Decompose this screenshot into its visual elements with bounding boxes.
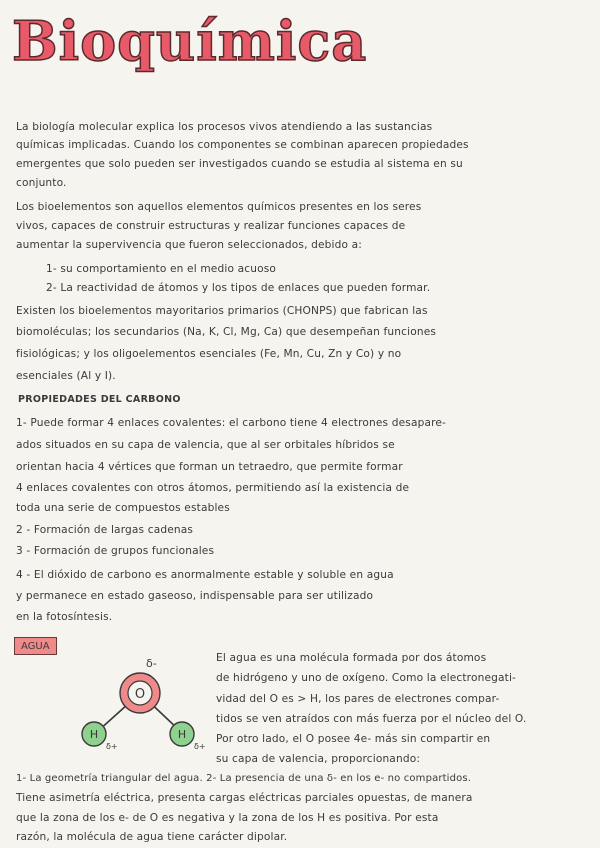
water-molecule-diagram <box>70 657 210 757</box>
bioelementos-line: esenciales (Al y I). <box>16 370 116 382</box>
bioelementos-line: biomoléculas; los secundarios (Na, K, Cl, Mg, Ca) que desempeñan funciones <box>16 326 437 338</box>
bioelementos-line: fisiológicas; y los oligoelementos esenciales (Fe, Mn, Cu, Zn y Co) y no <box>16 348 402 360</box>
agua-line: tidos se ven atraídos con más fuerza por el núcleo del O. <box>216 713 527 725</box>
carbono-line: orientan hacia 4 vértices que forman un tetraedro, que permite formar <box>16 461 403 473</box>
hydrogen-symbol-right: H <box>177 728 187 741</box>
final-line: 1- La geometría triangular del agua. 2- La presencia de una δ- en los e- no compartidos. <box>16 773 472 784</box>
carbono-line: toda una serie de compuestos estables <box>16 502 230 514</box>
intro-line: químicas implicadas. Cuando los componentes se combinan aparecen propiedades <box>16 139 469 151</box>
carbono-line: ados situados en su capa de valencia, que al ser orbitales híbridos se <box>16 439 395 451</box>
final-line: que la zona de los e- de O es negativa y la zona de los H es positiva. Por esta <box>16 812 439 824</box>
bioelementos-list-item: 1- su comportamiento en el medio acuoso <box>46 263 277 275</box>
oxygen-symbol: O <box>134 687 146 702</box>
page-title: Bioquímica <box>12 9 368 73</box>
delta-plus-label-left: δ+ <box>106 742 118 751</box>
hydrogen-symbol-left: H <box>89 728 99 741</box>
carbono-line: 1- Puede formar 4 enlaces covalentes: el carbono tiene 4 electrones desapare- <box>16 417 447 429</box>
bioelementos-line: Existen los bioelementos mayoritarios primarios (CHONPS) que fabrican las <box>16 305 428 317</box>
bioelementos-line: aumentar la supervivencia que fueron seleccionados, debido a: <box>16 239 363 251</box>
final-line: Tiene asimetría eléctrica, presenta cargas eléctricas parciales opuestas, de manera <box>16 792 473 804</box>
carbono-line: en la fotosíntesis. <box>16 611 113 623</box>
carbono-line: 4 enlaces covalentes con otros átomos, permitiendo así la existencia de <box>16 482 410 494</box>
intro-line: emergentes que solo pueden ser investigados cuando se estudia al sistema en su <box>16 158 463 170</box>
final-line: razón, la molécula de agua tiene carácter dipolar. <box>16 831 288 843</box>
intro-line: conjunto. <box>16 177 67 189</box>
carbono-line: y permanece en estado gaseoso, indispensable para ser utilizado <box>16 590 374 602</box>
delta-minus-label: δ- <box>146 657 157 670</box>
agua-line: vidad del O es > H, los pares de electrones compar- <box>216 693 500 705</box>
agua-line: El agua es una molécula formada por dos átomos <box>216 652 487 664</box>
bioelementos-line: Los bioelementos son aquellos elementos químicos presentes en los seres <box>16 201 422 213</box>
agua-line: su capa de valencia, proporcionando: <box>216 753 421 765</box>
intro-line: La biología molecular explica los procesos vivos atendiendo a las sustancias <box>16 121 433 133</box>
bioelementos-list-item: 2- La reactividad de átomos y los tipos de enlaces que pueden formar. <box>46 282 431 294</box>
agua-line: Por otro lado, el O posee 4e- más sin compartir en <box>216 733 491 745</box>
carbono-line: 4 - El dióxido de carbono es anormalmente estable y soluble en agua <box>16 569 394 581</box>
agua-line: de hidrógeno y uno de oxígeno. Como la electronegati- <box>216 672 517 684</box>
section-heading-carbono: PROPIEDADES DEL CARBONO <box>18 394 181 405</box>
carbono-line: 2 - Formación de largas cadenas <box>16 524 194 536</box>
section-heading-agua: AGUA <box>14 637 57 655</box>
carbono-line: 3 - Formación de grupos funcionales <box>16 545 215 557</box>
bioelementos-line: vivos, capaces de construir estructuras y realizar funciones capaces de <box>16 220 406 232</box>
delta-plus-label-right: δ+ <box>194 742 206 751</box>
